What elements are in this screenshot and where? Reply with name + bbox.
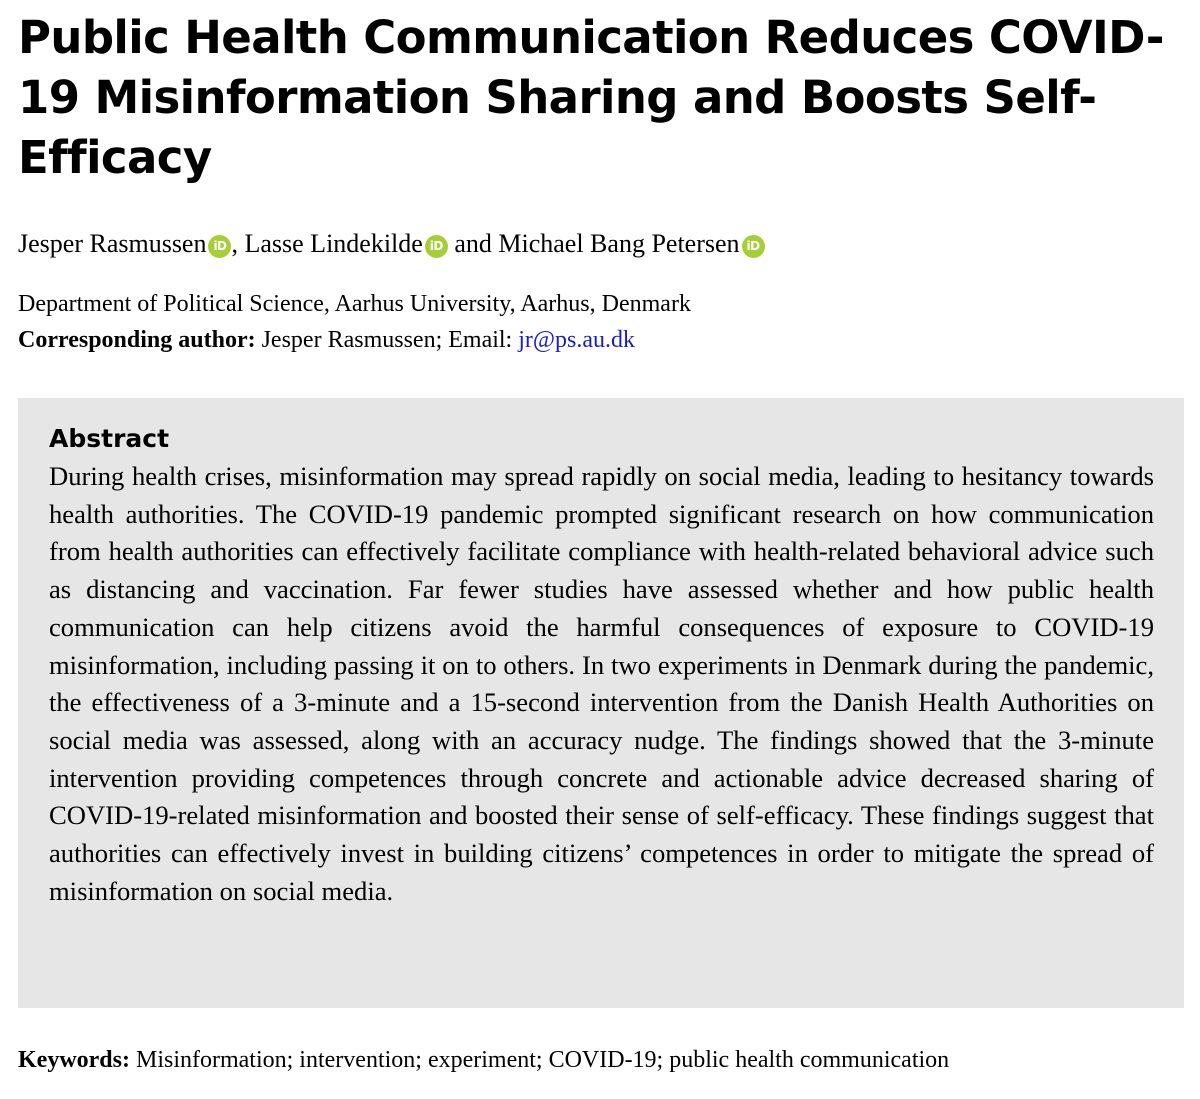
affiliation-block	[18, 286, 1188, 358]
orcid-icon[interactable]: iD	[742, 235, 765, 258]
author-separator: ,	[231, 229, 245, 258]
corresponding-author	[18, 322, 1188, 358]
affiliation: Department of Political Science, Aarhus University, Aarhus, Denmark	[18, 291, 691, 317]
author-list	[18, 226, 1188, 262]
orcid-icon[interactable]: iD	[425, 235, 448, 258]
keywords	[18, 1042, 1188, 1078]
abstract-text: During health crises, misinformation may spread rapidly on social media, leading to hesitancy towards health authorities. The COVID-19 pandemic prompted significant research on how communication from health authorities can effectively facilitate compliance with health-related behavioral advice such as distancing and vaccination. Far fewer studies have assessed whether and how public health communication can help citizens avoid the harmful consequences of exposure to COVID-19 misinformation, including passing it on to others. In two experiments in Denmark during the pandemic, the effectiveness of a 3-minute and a 15-second intervention from the Danish Health Authorities on social media was assessed, along with an accuracy nudge. The findings showed that the 3-minute intervention providing competences through concrete and actionable advice decreased sharing of COVID-19-related misinformation and boosted their sense of self-efficacy. These findings suggest that authorities can effectively invest in building citizens’ competences in order to mitigate the spread of misinformation on social media.	[49, 461, 1154, 906]
author-name[interactable]: Michael Bang Petersen	[498, 229, 740, 258]
abstract-heading: Abstract	[49, 424, 170, 453]
paper-title: Public Health Communication Reduces COVID-19 Misinformation Sharing and Boosts Self-Efficacy	[18, 11, 1164, 184]
abstract-box	[18, 398, 1184, 1008]
corresponding-label: Corresponding author:	[18, 327, 256, 353]
email-link[interactable]: jr@ps.au.dk	[518, 327, 635, 353]
orcid-icon[interactable]: iD	[208, 235, 231, 258]
author-separator: and	[447, 229, 499, 258]
author-name[interactable]: Jesper Rasmussen	[18, 229, 207, 258]
corresponding-text: Jesper Rasmussen; Email:	[255, 327, 519, 353]
keywords-text: Misinformation; intervention; experiment; COVID-19; public health communication	[129, 1047, 950, 1073]
keywords-label: Keywords:	[18, 1047, 130, 1073]
author-name[interactable]: Lasse Lindekilde	[244, 229, 423, 258]
